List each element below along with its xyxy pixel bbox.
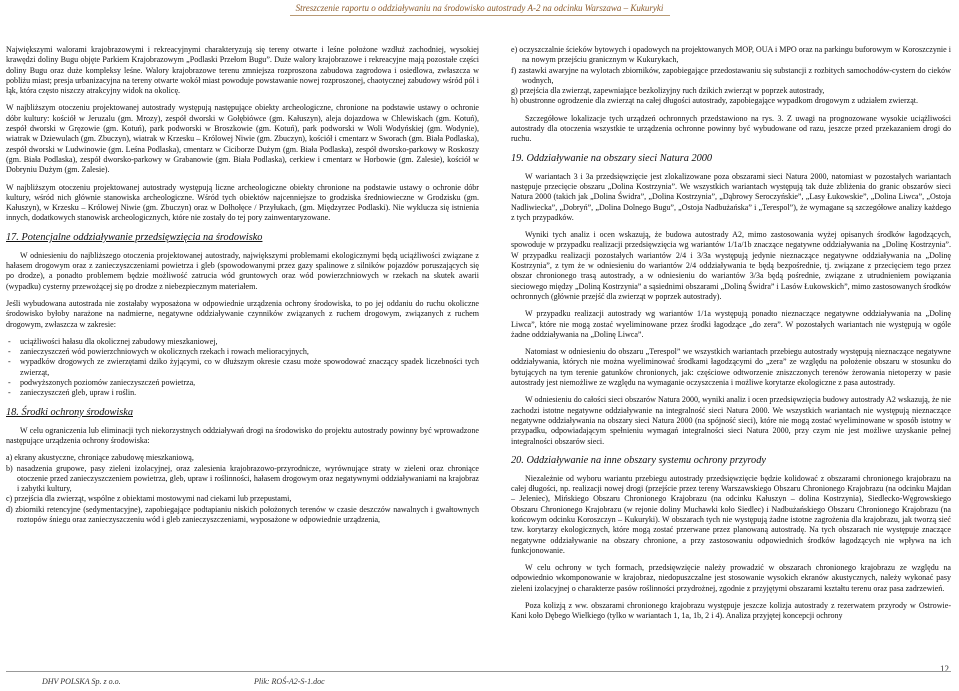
paragraph-ecological-problems: W odniesieniu do najbliższego otoczenia projektowanej autostrady, największymi problemami ekologicznymi będą uciążliwości związane z hałasem drogowym oraz z zanieczyszczeniami powietrza i gleb (spowodowanymi przez gazy spalinowe z silników pojazdów poruszających się po drodze), a ponadto problemem będzie możliwość zatrucia wód gruntowych oraz wód powierzchniowych w rzekach na skutek awarii (wypadku) cysterny przewożącej się po drodze z niebezpiecznym materiałem. xyxy=(6,250,479,291)
paragraph-protected-monuments: W najbliższym otoczeniu projektowanej autostrady występują następujące obiekty archeologiczne, chronione na podstawie ustawy o ochronie dóbr kultury: kościół w Jeruzalu (gm. Mrozy), zespół dworski w Gołębiówce (gm. Kałuszyn), aleja dojazdowa w Chlewiskach (gm. Kotuń), zespół dworski w Gręzowie (gm. Kotuń), park podworski w Broszkowie (gm. Kotuń), park podworski w Woli Wodyńskiej (gm. Wodynie), wiatrak w Dziewulach (gm. Zbuczyn), wiatrak w Krzesku – Królowej Niwie (gm. Zbuczyn), kościół i cmentarz w Sworach (gm. Biała Podlaska), zespół dworski w Ludwinowie (gm. Leśna Podlaska), cmentarz w Ciciborze Dużym (gm. Biała Podlaska), zespół dworsko-parkowy w Roskoszy (gm. Biała Podlaska), zespół dworsko-parkowy w Grabanowie (gm. Biała Podlaska), cerkiew i cmentarz w Horbowie (gm. Zalesie), kościół w Dobryniu Dużym (gm. Zalesie). xyxy=(6,103,479,175)
footer-divider xyxy=(6,671,951,672)
list-item: c) przejścia dla zwierząt, wspólne z obiektami mostowymi nad ciekami lub przepustami, xyxy=(6,494,292,504)
section-heading-20: 20. Oddziaływanie na inne obszary systemu ochrony przyrody xyxy=(511,454,766,466)
list-item: h) obustronne ogrodzenie dla zwierząt na całej długości autostrady, zapobiegające wypadkom drogowym z udziałem zwierząt. xyxy=(511,96,919,106)
header-divider xyxy=(290,15,670,16)
list-item: d) zbiorniki retencyjne (sedymentacyjne), zapobiegające podtapianiu niskich położonych terenów w czasie deszczów nawalnych i gwałtownych roztopów śniegu oraz zanieczyszczeniu wód i gleb zanieczyszczeniami, wyposażone w odpowiednie urządzenia, xyxy=(6,504,479,524)
footer-company: DHV POLSKA Sp. z o.o. xyxy=(42,677,121,686)
list-item: - wypadków drogowych ze zwierzętami dziko żyjącymi, co w dłuższym okresie czasu może spowodować znaczący spadek liczebności tych zwierząt, xyxy=(6,357,479,378)
impact-list xyxy=(6,337,479,399)
footer-filename: Plik: ROŚ-A2-S-1.doc xyxy=(254,677,325,686)
protection-devices-list-continued xyxy=(511,45,951,107)
list-item: - podwyższonych poziomów zanieczyszczeń powietrza, xyxy=(6,378,479,388)
paragraph-analysis-results: Wyniki tych analiz i ocen wskazują, że budowa autostrady A2, mimo zastosowania wyżej opisanych środków łagodzących, spowoduje w przypadku realizacji przedsięwzięcia wg wariantów 1/1a/1b znaczące negatywne oddziaływania na „Dolinę Kostrzynia”. W przypadku realizacji pozostałych wariantów 2/4 i 3/3a występują jedynie nieznaczące negatywne oddziaływania na „Dolinę Kostrzynia”, z tym że w odniesieniu do wariantów 2/4 oddziaływania te będą bezpośrednie, tj. związane z przecięciem tego przez obszar chronionego trasą autostrady, a w odniesieniu do wariantów 3/3a będą pośrednie, związane z utrudnieniem powiązania sieciowego między „Doliną Kostrzynia” a sąsiednimi obszarami „Doliną Świdra” i Lasów Łukowskich”, mimo zastosowanych środków ochronnych (głównie przejść dla zwierząt w poprzek autostrady). xyxy=(511,230,951,301)
list-item: g) przejścia dla zwierząt, zapewniające bezkolizyjny ruch dzikich zwierząt w poprzek autostrady, xyxy=(511,86,825,96)
paragraph-protection-measures: W celu ograniczenia lub eliminacji tych niekorzystnych oddziaływań drogi na środowisko do projektu autostrady powinny być wprowadzone następujące urządzenia ochrony środowiska: xyxy=(6,425,479,445)
list-item: - zanieczyszczeń gleb, upraw i roślin. xyxy=(6,388,479,398)
paragraph-dolina-liwca: W przypadku realizacji autostrady wg wariantów 1/1a występują ponadto nieznaczące negatywne oddziaływania na „Dolinę Liwca”, które nie mogą zostać wyeliminowane przez środki łagodzące „do zera”. W pozostałych wariantach nie występują w ogóle żadne oddziaływania na „Dolinę Liwca”. xyxy=(511,309,951,339)
protection-devices-list xyxy=(6,453,479,525)
right-column xyxy=(511,45,951,629)
page-header xyxy=(0,0,959,13)
list-item: - uciążliwości hałasu dla okolicznej zabudowy mieszkaniowej, xyxy=(6,337,479,347)
page-number: 12 xyxy=(940,664,949,674)
list-item: f) zastawki awaryjne na wylotach zbiorników, zapobiegające przedostawaniu się substancji z rozbitych samochodów-cystern do cieków wodnych, xyxy=(511,65,951,85)
header-title: Streszczenie raportu o oddziaływaniu na środowisko autostrady A-2 na odcinku Warszawa – Kukuryki xyxy=(295,3,664,13)
paragraph-terespol: Natomiast w odniesieniu do obszaru „Terespol” we wszystkich wariantach przebiegu autostrady występują nieznaczące negatywne oddziaływania, których nie można wyeliminować środkami łagodzącymi do „zera” ze względu na położenie obszaru w stosunku do bytujących na tym terenie gatunków chronionych, jak: częściowe odtworzenie zniszczonych terenów żerowania nietoperzy w pasie autostrady jest niemożliwe ze względu na wymaganie oczyszczenia i możliwe korytarze ekologiczne z pasa autostrady. xyxy=(511,347,951,388)
list-item: b) nasadzenia grupowe, pasy zieleni izolacyjnej, oraz zalesienia krajobrazowo-przyrodnicze, wyrównujące straty w zieleni oraz chroniące otoczenie przed zanieczyszczeniem powietrza, gleb, upraw i roślinności, hałasem drogowym oraz negatywnymi oddziaływaniami na krajobraz i zabytki kultury, xyxy=(6,463,479,494)
section-heading-18: 18. Środki ochrony środowiska xyxy=(6,406,133,418)
list-item: - zanieczyszczeń wód powierzchniowych w okolicznych rzekach i rowach melioracyjnych, xyxy=(6,347,479,357)
left-column xyxy=(6,45,479,532)
list-item: e) oczyszczalnie ścieków bytowych i opadowych na projektowanych MOP, OUA i MPO oraz na parkingu buforowym w Koroszczynie i na nowym przejściu granicznym w Kukurykach, xyxy=(511,45,951,65)
paragraph-without-protection: Jeśli wybudowana autostrada nie zostałaby wyposażona w odpowiednie urządzenia ochrony środowiska, to po jej oddaniu do ruchu okoliczne środowisko byłoby narażone na nadmierne, negatywne oddziaływanie czynników związanych z ruchem drogowym, związanych z ruchem drogowym, zwłaszcza w zakresie: xyxy=(6,298,479,329)
section-heading-17: 17. Potencjalne oddziaływanie przedsięwzięcia na środowisko xyxy=(6,231,263,243)
section-heading-19: 19. Oddziaływanie na obszary sieci Natura 2000 xyxy=(511,152,713,164)
paragraph-device-locations: Szczegółowe lokalizacje tych urządzeń ochronnych przedstawiono na rys. 3. Z uwagi na prognozowane wysokie uciążliwości autostrady dla otoczenia wszystkie te urządzenia ochronne powinny być wybudowane od razu, jeszcze przed przekazaniem drogi do ruchu. xyxy=(511,113,951,144)
list-item: a) ekrany akustyczne, chroniące zabudowę mieszkaniową, xyxy=(6,453,194,463)
paragraph-network-integrity: W odniesieniu do całości sieci obszarów Natura 2000, wyniki analiz i ocen przedsięwzięcia budowy autostrady A2 wskazują, że nie zachodzi istotne negatywne oddziaływanie na integralność sieci Natura 2000. We wszystkich wariantach nie występują nieznaczące negatywne oddziaływania na obszary sieci Natura 2000 (na spójność sieci), które nie mogą zostać wyeliminowane w sposób istotny w przypadku, odpowiadającym spełnieniu wymagań integralności sieci Natura 2000, przy czym nie jest możliwe uzyskanie pełnej integralności obszarów sieci. xyxy=(511,395,951,446)
paragraph-landscape-values: Największymi walorami krajobrazowymi i rekreacyjnymi charakteryzują się tereny otwarte i leśne położone wzdłuż zachodniej, wysokiej krawędzi doliny Bugu objęte Parkiem Krajobrazowym „Podlaski Przełom Bugu”. Duże walory krajobrazowe i rekreacyjne mają pozostałe części doliny Bugu oraz duże kompleksy leśne. Walory krajobrazowe terenu zmniejsza rozproszona zabudowa zagrodowa i osiedlowa, zwłaszcza w pobliżu miast; presja urbanizacyjna na tereny otwarte wokół miast powoduje powstawanie nowej rozproszonej, chaotycznej zabudowy wśród pól i łąk, która często niszczy atrakcyjny widok na okolicę. xyxy=(6,45,479,96)
paragraph-nature-reserve: Poza kolizją z ww. obszarami chronionego krajobrazu występuje jeszcze kolizja autostrady z rezerwatem przyrody w Ostrowie-Kani koło Dębego Wielkiego (tylko w wariantach 1, 1a, 1b, 2 i 4). Analiza przyjętej koncepcji ochrony xyxy=(511,601,951,621)
paragraph-natura-variants: W wariantach 3 i 3a przedsięwzięcie jest zlokalizowane poza obszarami sieci Natura 2000, natomiast w pozostałych wariantach następuje przecięcie obszaru „Dolina Kostrzynia”. We wszystkich wariantach występują tak duże zbliżenia do granic obszarów sieci Natura 2000 (takich jak „Dolina Świdra”, „Dolina Kostrzynia”, „Dąbrowy Seroczyńskie”, „Lasy Łukowskie”, „Dolina Liwca”, „Ostoja Nadliwiecka”, „Dobryń”, „Dolina Dolnego Bugu”, „Ostoja Nadbużańska” i „Terespol”), że wymagane są szczegółowe analizy każdego z tych przypadków. xyxy=(511,171,951,222)
paragraph-landscape-areas: Niezależnie od wyboru wariantu przebiegu autostrady przedsięwzięcie będzie kolidować z obszarami chronionego krajobrazu na całej długości, np. realizacji nowej drogi (przejście przez tereny Warszawskiego Obszaru Chronionego Krajobrazu (na odcinku Majdan – Jeleniec), Mińskiego Obszaru Chronionego Krajobrazu (na odcinku Kałuszyn – dolina Kostrzynia), Siedlecko-Węgrowskiego Obszaru Chronionego Krajobrazu (w rejonie doliny Muchawki koło Siedlec) i Nadbużańskiego Obszaru Chronionego Krajobrazu (na końcowym odcinku Koroszczyn – Kukuryki). W obszarach tych nie występują żadne istotne zagrożenia dla krajobrazu, jak tworzą sieć tzw. korytarzy ekologicznych, które mogą zostać przerwane przez planowaną autostradę. Na tych obszarach nie występuje znaczące negatywne oddziaływanie na obszary chronione, a przy zastosowaniu odpowiednich środków łagodzących nie wpływa na ich funkcjonowanie. xyxy=(511,473,951,555)
paragraph-archaeological-sites: W najbliższym otoczeniu projektowanej autostrady występują liczne archeologiczne obiekty chronione na podstawie ustawy o ochronie dóbr kultury, wśród nich głównie stanowiska archeologiczne. Wśród tych obiektów najcenniejsze to grodziska średniowieczne w Grodzisku (gm. Kałuszyn), w Krzesku – Królowej Niwie (gm. Zbuczyn) oraz w Dołhołęce / Przyłukach, (gm. Międzyrzec Podlaski). Nie wyklucza się istnienia innych, dodatkowych stanowisk archeologicznych, które nie zostały do tej pory zainwentaryzowane. xyxy=(6,182,479,223)
paragraph-landscape-measures: W celu ochrony w tych formach, przedsięwzięcie należy prowadzić w obszarach chronionego krajobrazu ze względu na odpowiednio wkomponowanie w krajobraz, niedopuszczalne jest stosowanie wysokich ekranów akustycznych, należy wykonać pasy zieleni izolacyjnej o charakterze pasów roślinności przydrożnej, zgodnie z przyjętymi obszarami kształtu terenu oraz pasa zadrzewień. xyxy=(511,563,951,593)
